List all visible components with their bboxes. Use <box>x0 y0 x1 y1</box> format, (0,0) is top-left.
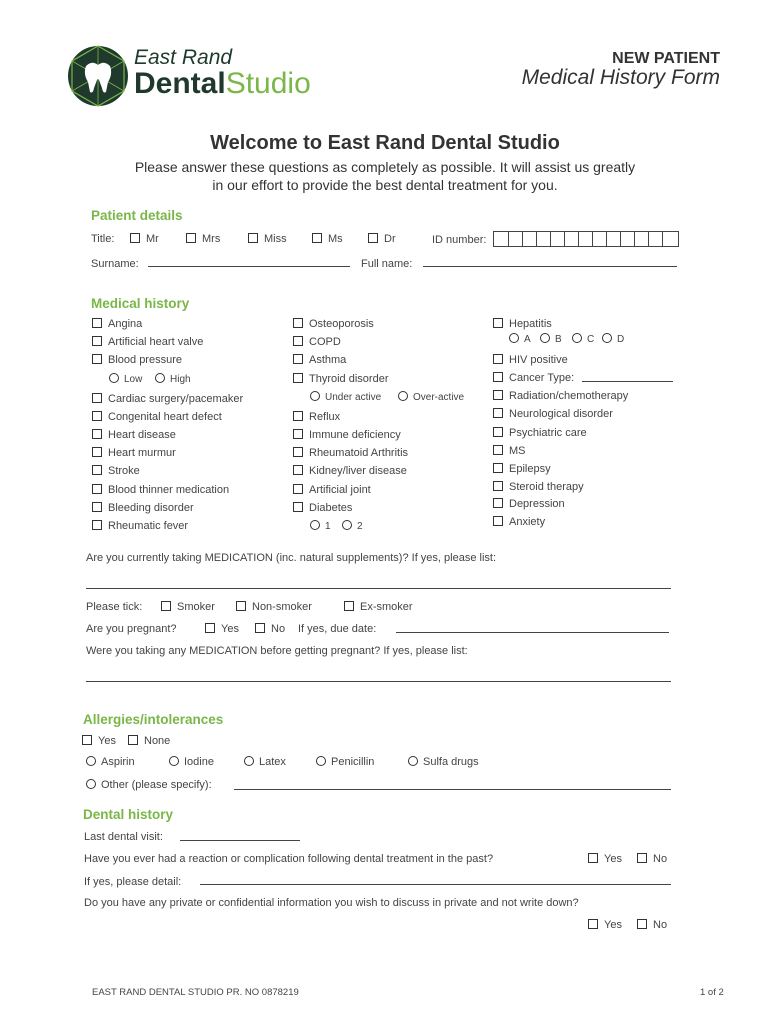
condition-psychiatric-care[interactable]: Psychiatric care <box>493 427 587 439</box>
checkbox[interactable] <box>493 516 503 526</box>
condition-ms[interactable]: MS <box>493 445 526 457</box>
due-date-label: If yes, due date: <box>298 623 377 635</box>
condition-cardiac-surgery[interactable]: Cardiac surgery/pacemaker <box>92 393 243 405</box>
checkbox[interactable] <box>293 484 303 494</box>
condition-epilepsy[interactable]: Epilepsy <box>493 463 551 475</box>
checkbox[interactable] <box>92 429 102 439</box>
checkbox[interactable] <box>293 318 303 328</box>
title-option-miss[interactable]: Miss <box>248 233 287 245</box>
condition-rheumatic-fever[interactable]: Rheumatic fever <box>92 520 188 532</box>
surname-label: Surname: <box>91 258 139 270</box>
id-number-label: ID number: <box>432 234 487 246</box>
radio[interactable] <box>310 391 320 401</box>
checkbox[interactable] <box>493 390 503 400</box>
condition-artificial-joint[interactable]: Artificial joint <box>293 484 371 496</box>
radio[interactable] <box>244 756 254 766</box>
radio[interactable] <box>408 756 418 766</box>
non-smoker-option[interactable]: Non-smoker <box>236 601 312 613</box>
condition-stroke[interactable]: Stroke <box>92 465 140 477</box>
radio[interactable] <box>155 373 165 383</box>
checkbox[interactable] <box>92 520 102 530</box>
medication-question: Are you currently taking MEDICATION (inc. natural supplements)? If yes, please list: <box>86 552 497 564</box>
condition-heart-disease[interactable]: Heart disease <box>92 429 176 441</box>
checkbox[interactable] <box>92 318 102 328</box>
allergies-yes-option[interactable]: Yes <box>82 735 116 747</box>
welcome-title: Welcome to East Rand Dental Studio <box>210 132 560 154</box>
due-date-field[interactable] <box>396 632 669 633</box>
checkbox[interactable] <box>588 919 598 929</box>
last-visit-field[interactable] <box>180 840 300 841</box>
condition-reflux[interactable]: Reflux <box>293 411 340 423</box>
surname-field[interactable] <box>148 266 350 267</box>
condition-diabetes[interactable]: Diabetes <box>293 502 352 514</box>
medication-field[interactable] <box>86 588 671 589</box>
checkbox[interactable] <box>312 233 322 243</box>
condition-depression[interactable]: Depression <box>493 498 565 510</box>
condition-immune-deficiency[interactable]: Immune deficiency <box>293 429 401 441</box>
fullname-field[interactable] <box>423 266 677 267</box>
condition-hiv-positive[interactable]: HIV positive <box>493 354 568 366</box>
bp-option-low[interactable]: Low <box>109 373 142 385</box>
diabetes-option-1[interactable]: 1 <box>310 520 331 532</box>
checkbox[interactable] <box>293 411 303 421</box>
pregnancy-medication-question: Were you taking any MEDICATION before getting pregnant? If yes, please list: <box>86 645 468 657</box>
checkbox[interactable] <box>493 498 503 508</box>
reaction-no-option[interactable]: No <box>637 853 667 865</box>
allergy-aspirin[interactable]: Aspirin <box>86 756 135 768</box>
pregnant-question: Are you pregnant? <box>86 623 177 635</box>
checkbox[interactable] <box>205 623 215 633</box>
radio[interactable] <box>540 333 550 343</box>
logo <box>66 44 356 108</box>
radio[interactable] <box>342 520 352 530</box>
footer-practice-number: EAST RAND DENTAL STUDIO PR. NO 0878219 <box>92 987 299 998</box>
reaction-question: Have you ever had a reaction or complication following dental treatment in the past? <box>84 853 494 865</box>
allergy-other[interactable]: Other (please specify): <box>86 779 212 791</box>
hepatitis-option-b[interactable]: B <box>540 333 562 345</box>
checkbox[interactable] <box>493 427 503 437</box>
radio[interactable] <box>86 779 96 789</box>
bp-option-high[interactable]: High <box>155 373 191 385</box>
condition-copd[interactable]: COPD <box>293 336 341 348</box>
checkbox[interactable] <box>637 853 647 863</box>
condition-artificial-heart-valve[interactable]: Artificial heart valve <box>92 336 203 348</box>
condition-anxiety[interactable]: Anxiety <box>493 516 545 528</box>
checkbox[interactable] <box>293 429 303 439</box>
medical-history-heading: Medical history <box>91 296 190 311</box>
dental-history-heading: Dental history <box>83 807 174 822</box>
allergies-heading: Allergies/intolerances <box>83 712 224 727</box>
checkbox[interactable] <box>92 354 102 364</box>
checkbox[interactable] <box>128 735 138 745</box>
condition-blood-thinner[interactable]: Blood thinner medication <box>92 484 229 496</box>
condition-neurological[interactable]: Neurological disorder <box>493 408 613 420</box>
checkbox[interactable] <box>493 318 503 328</box>
condition-osteoporosis[interactable]: Osteoporosis <box>293 318 374 330</box>
title-option-mr[interactable]: Mr <box>130 233 159 245</box>
checkbox[interactable] <box>344 601 354 611</box>
hepatitis-option-c[interactable]: C <box>572 333 594 345</box>
condition-blood-pressure[interactable]: Blood pressure <box>92 354 182 366</box>
radio[interactable] <box>602 333 612 343</box>
patient-details-heading: Patient details <box>91 208 183 223</box>
fullname-label: Full name: <box>361 258 413 270</box>
private-yes-option[interactable]: Yes <box>588 919 622 931</box>
radio[interactable] <box>398 391 408 401</box>
allergy-sulfa-drugs[interactable]: Sulfa drugs <box>408 756 479 768</box>
checkbox[interactable] <box>92 502 102 512</box>
checkbox[interactable] <box>493 445 503 455</box>
radio[interactable] <box>86 756 96 766</box>
logo-studio: Studio <box>225 67 311 100</box>
condition-hepatitis[interactable]: Hepatitis <box>493 318 552 330</box>
welcome-line2: in our effort to provide the best dental treatment for you. <box>212 177 558 193</box>
condition-cancer[interactable]: Cancer Type: <box>493 372 574 384</box>
checkbox[interactable] <box>493 408 503 418</box>
checkbox[interactable] <box>248 233 258 243</box>
checkbox[interactable] <box>293 447 303 457</box>
title-option-ms[interactable]: Ms <box>312 233 343 245</box>
id-number-boxes[interactable] <box>493 231 679 247</box>
diabetes-option-2[interactable]: 2 <box>342 520 363 532</box>
title-label: Title: <box>91 233 115 245</box>
pregnant-no-option[interactable]: No <box>255 623 285 635</box>
condition-kidney-liver[interactable]: Kidney/liver disease <box>293 465 407 477</box>
tooth-logo-icon <box>66 44 130 108</box>
condition-rheumatoid-arthritis[interactable]: Rheumatoid Arthritis <box>293 447 408 459</box>
checkbox[interactable] <box>161 601 171 611</box>
checkbox[interactable] <box>588 853 598 863</box>
checkbox[interactable] <box>92 393 102 403</box>
allergy-other-field[interactable] <box>234 789 671 790</box>
condition-angina[interactable]: Angina <box>92 318 142 330</box>
radio[interactable] <box>109 373 119 383</box>
allergy-iodine[interactable]: Iodine <box>169 756 214 768</box>
allergies-none-option[interactable]: None <box>128 735 170 747</box>
condition-thyroid-disorder[interactable]: Thyroid disorder <box>293 373 388 385</box>
radio[interactable] <box>310 520 320 530</box>
logo-dental: Dental <box>134 67 226 100</box>
radio[interactable] <box>509 333 519 343</box>
condition-radiation-chemo[interactable]: Radiation/chemotherapy <box>493 390 628 402</box>
condition-asthma[interactable]: Asthma <box>293 354 346 366</box>
allergy-latex[interactable]: Latex <box>244 756 286 768</box>
checkbox[interactable] <box>92 336 102 346</box>
reaction-detail-label: If yes, please detail: <box>84 876 182 888</box>
form-top-label: NEW PATIENT <box>612 50 720 67</box>
thyroid-option-under-active[interactable]: Under active <box>310 391 381 403</box>
checkbox[interactable] <box>493 481 503 491</box>
checkbox[interactable] <box>493 372 503 382</box>
checkbox[interactable] <box>293 336 303 346</box>
radio[interactable] <box>316 756 326 766</box>
hepatitis-option-d[interactable]: D <box>602 333 624 345</box>
condition-bleeding-disorder[interactable]: Bleeding disorder <box>92 502 194 514</box>
title-option-dr[interactable]: Dr <box>368 233 396 245</box>
checkbox[interactable] <box>92 484 102 494</box>
pregnant-yes-option[interactable]: Yes <box>205 623 239 635</box>
checkbox[interactable] <box>186 233 196 243</box>
ex-smoker-option[interactable]: Ex-smoker <box>344 601 413 613</box>
checkbox[interactable] <box>293 373 303 383</box>
checkbox[interactable] <box>637 919 647 929</box>
radio[interactable] <box>169 756 179 766</box>
reaction-yes-option[interactable]: Yes <box>588 853 622 865</box>
reaction-detail-field[interactable] <box>200 884 671 885</box>
condition-congenital-heart-defect[interactable]: Congenital heart defect <box>92 411 222 423</box>
checkbox[interactable] <box>82 735 92 745</box>
footer-page-number: 1 of 2 <box>700 987 724 998</box>
checkbox[interactable] <box>92 411 102 421</box>
smoker-option[interactable]: Smoker <box>161 601 215 613</box>
checkbox[interactable] <box>255 623 265 633</box>
checkbox[interactable] <box>293 465 303 475</box>
checkbox[interactable] <box>368 233 378 243</box>
checkbox[interactable] <box>493 463 503 473</box>
checkbox[interactable] <box>236 601 246 611</box>
last-visit-label: Last dental visit: <box>84 831 163 843</box>
radio[interactable] <box>572 333 582 343</box>
checkbox[interactable] <box>493 354 503 364</box>
cancer-type-field[interactable] <box>582 381 673 382</box>
checkbox[interactable] <box>293 354 303 364</box>
title-option-mrs[interactable]: Mrs <box>186 233 220 245</box>
allergy-penicillin[interactable]: Penicillin <box>316 756 374 768</box>
condition-heart-murmur[interactable]: Heart murmur <box>92 447 176 459</box>
private-info-question: Do you have any private or confidential information you wish to discuss in private and not write down? <box>84 897 579 909</box>
checkbox[interactable] <box>130 233 140 243</box>
checkbox[interactable] <box>293 502 303 512</box>
private-no-option[interactable]: No <box>637 919 667 931</box>
thyroid-option-over-active[interactable]: Over-active <box>398 391 464 403</box>
logo-line1: East Rand <box>134 46 233 69</box>
checkbox[interactable] <box>92 465 102 475</box>
welcome-line1: Please answer these questions as completely as possible. It will assist us greatly <box>134 159 636 175</box>
checkbox[interactable] <box>92 447 102 457</box>
hepatitis-option-a[interactable]: A <box>509 333 531 345</box>
form-title: Medical History Form <box>521 66 720 89</box>
pregnancy-medication-field[interactable] <box>86 681 671 682</box>
tick-label: Please tick: <box>86 601 143 613</box>
condition-steroid-therapy[interactable]: Steroid therapy <box>493 481 584 493</box>
